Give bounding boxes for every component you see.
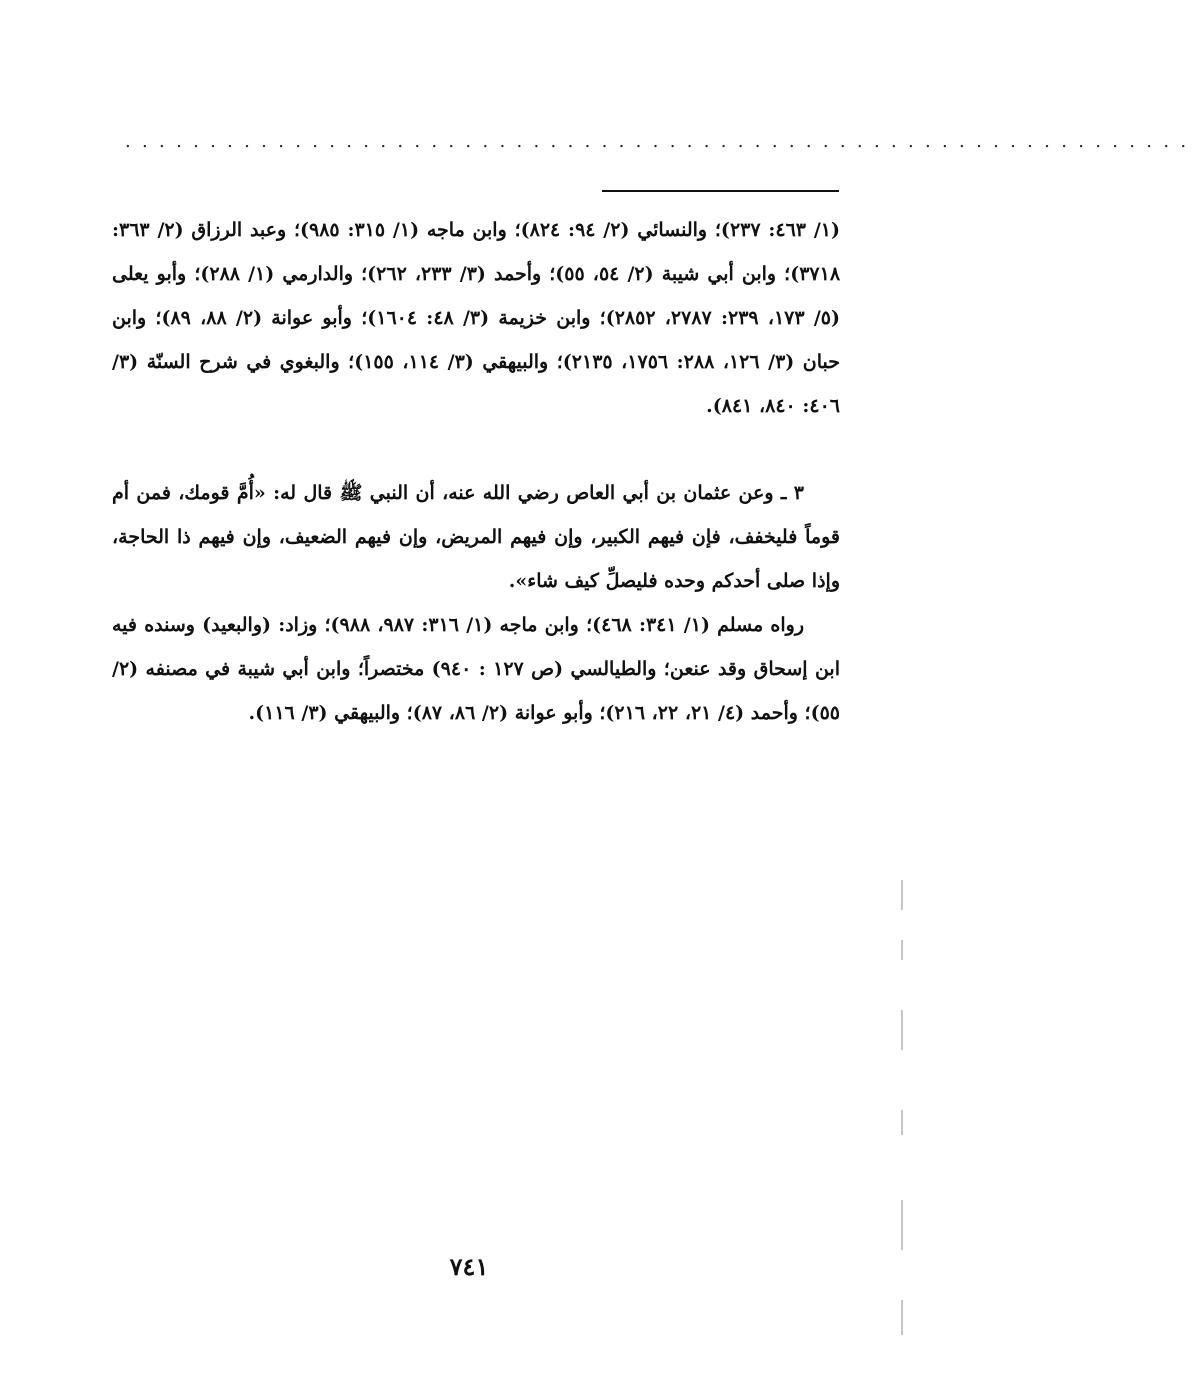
- hadith-text: ـ وعن عثمان بن أبي العاص رضي الله عنه، أن النبي ﷺ قال له: «أُمَّ قومك، فمن أم قوماً فليخفف، فإن فيهم الكبير، وإن فيهم المريض، وإن فيهم الضعيف، وإن فيهم ذا الحاجة، وإذا صلى أحدكم وحده فليصلِّ كيف شاء».: [112, 482, 840, 592]
- hadith-number: ٣: [793, 482, 804, 504]
- hadith-reference: [112, 603, 840, 735]
- footnote-rule: [602, 190, 839, 192]
- reference-text: رواه مسلم (١/ ٣٤١: ٤٦٨)؛ وابن ماجه (١/ ٣١٦: ٩٨٧، ٩٨٨)؛ وزاد: (والبعيد) وسنده فيه ابن إسحاق وقد عنعن؛ والطيالسي (ص ١٢٧ : ٩٤٠) مختصراً؛ وابن أبي شيبة في مصنفه (٢/ ٥٥)؛ وأحمد (٤/ ٢١، ٢٢، ٢١٦)؛ وأبو عوانة (٢/ ٨٦، ٨٧)؛ والبيهقي (٣/ ١١٦).: [112, 614, 840, 724]
- footnote-text: (١/ ٤٦٣: ٢٣٧)؛ والنسائي (٢/ ٩٤: ٨٢٤)؛ وابن ماجه (١/ ٣١٥: ٩٨٥)؛ وعبد الرزاق (٢/ ٣٦٣: ٣٧١٨)؛ وابن أبي شيبة (٢/ ٥٤، ٥٥)؛ وأحمد (٣/ ٢٣٣، ٢٦٢)؛ والدارمي (١/ ٢٨٨)؛ وأبو يعلى (٥/ ١٧٣، ٢٣٩: ٢٧٨٧، ٢٨٥٢)؛ وابن خزيمة (٣/ ٤٨: ١٦٠٤)؛ وأبو عوانة (٢/ ٨٨، ٨٩)؛ وابن حبان (٣/ ١٢٦، ٢٨٨: ١٧٥٦، ٢١٣٥)؛ والبيهقي (٣/ ١١٤، ١٥٥)؛ والبغوي في شرح السنّة (٣/ ٤٠٦: ٨٤٠، ٨٤١).: [112, 219, 841, 417]
- hadith-entry: [112, 471, 840, 603]
- hadith-paragraph: [112, 471, 840, 603]
- footnote-continuation: [112, 208, 840, 428]
- scan-edge-marks: [901, 880, 904, 1350]
- page-number: ٧٤١: [449, 1252, 489, 1281]
- dotted-separator: ...............................................................: [125, 131, 1197, 152]
